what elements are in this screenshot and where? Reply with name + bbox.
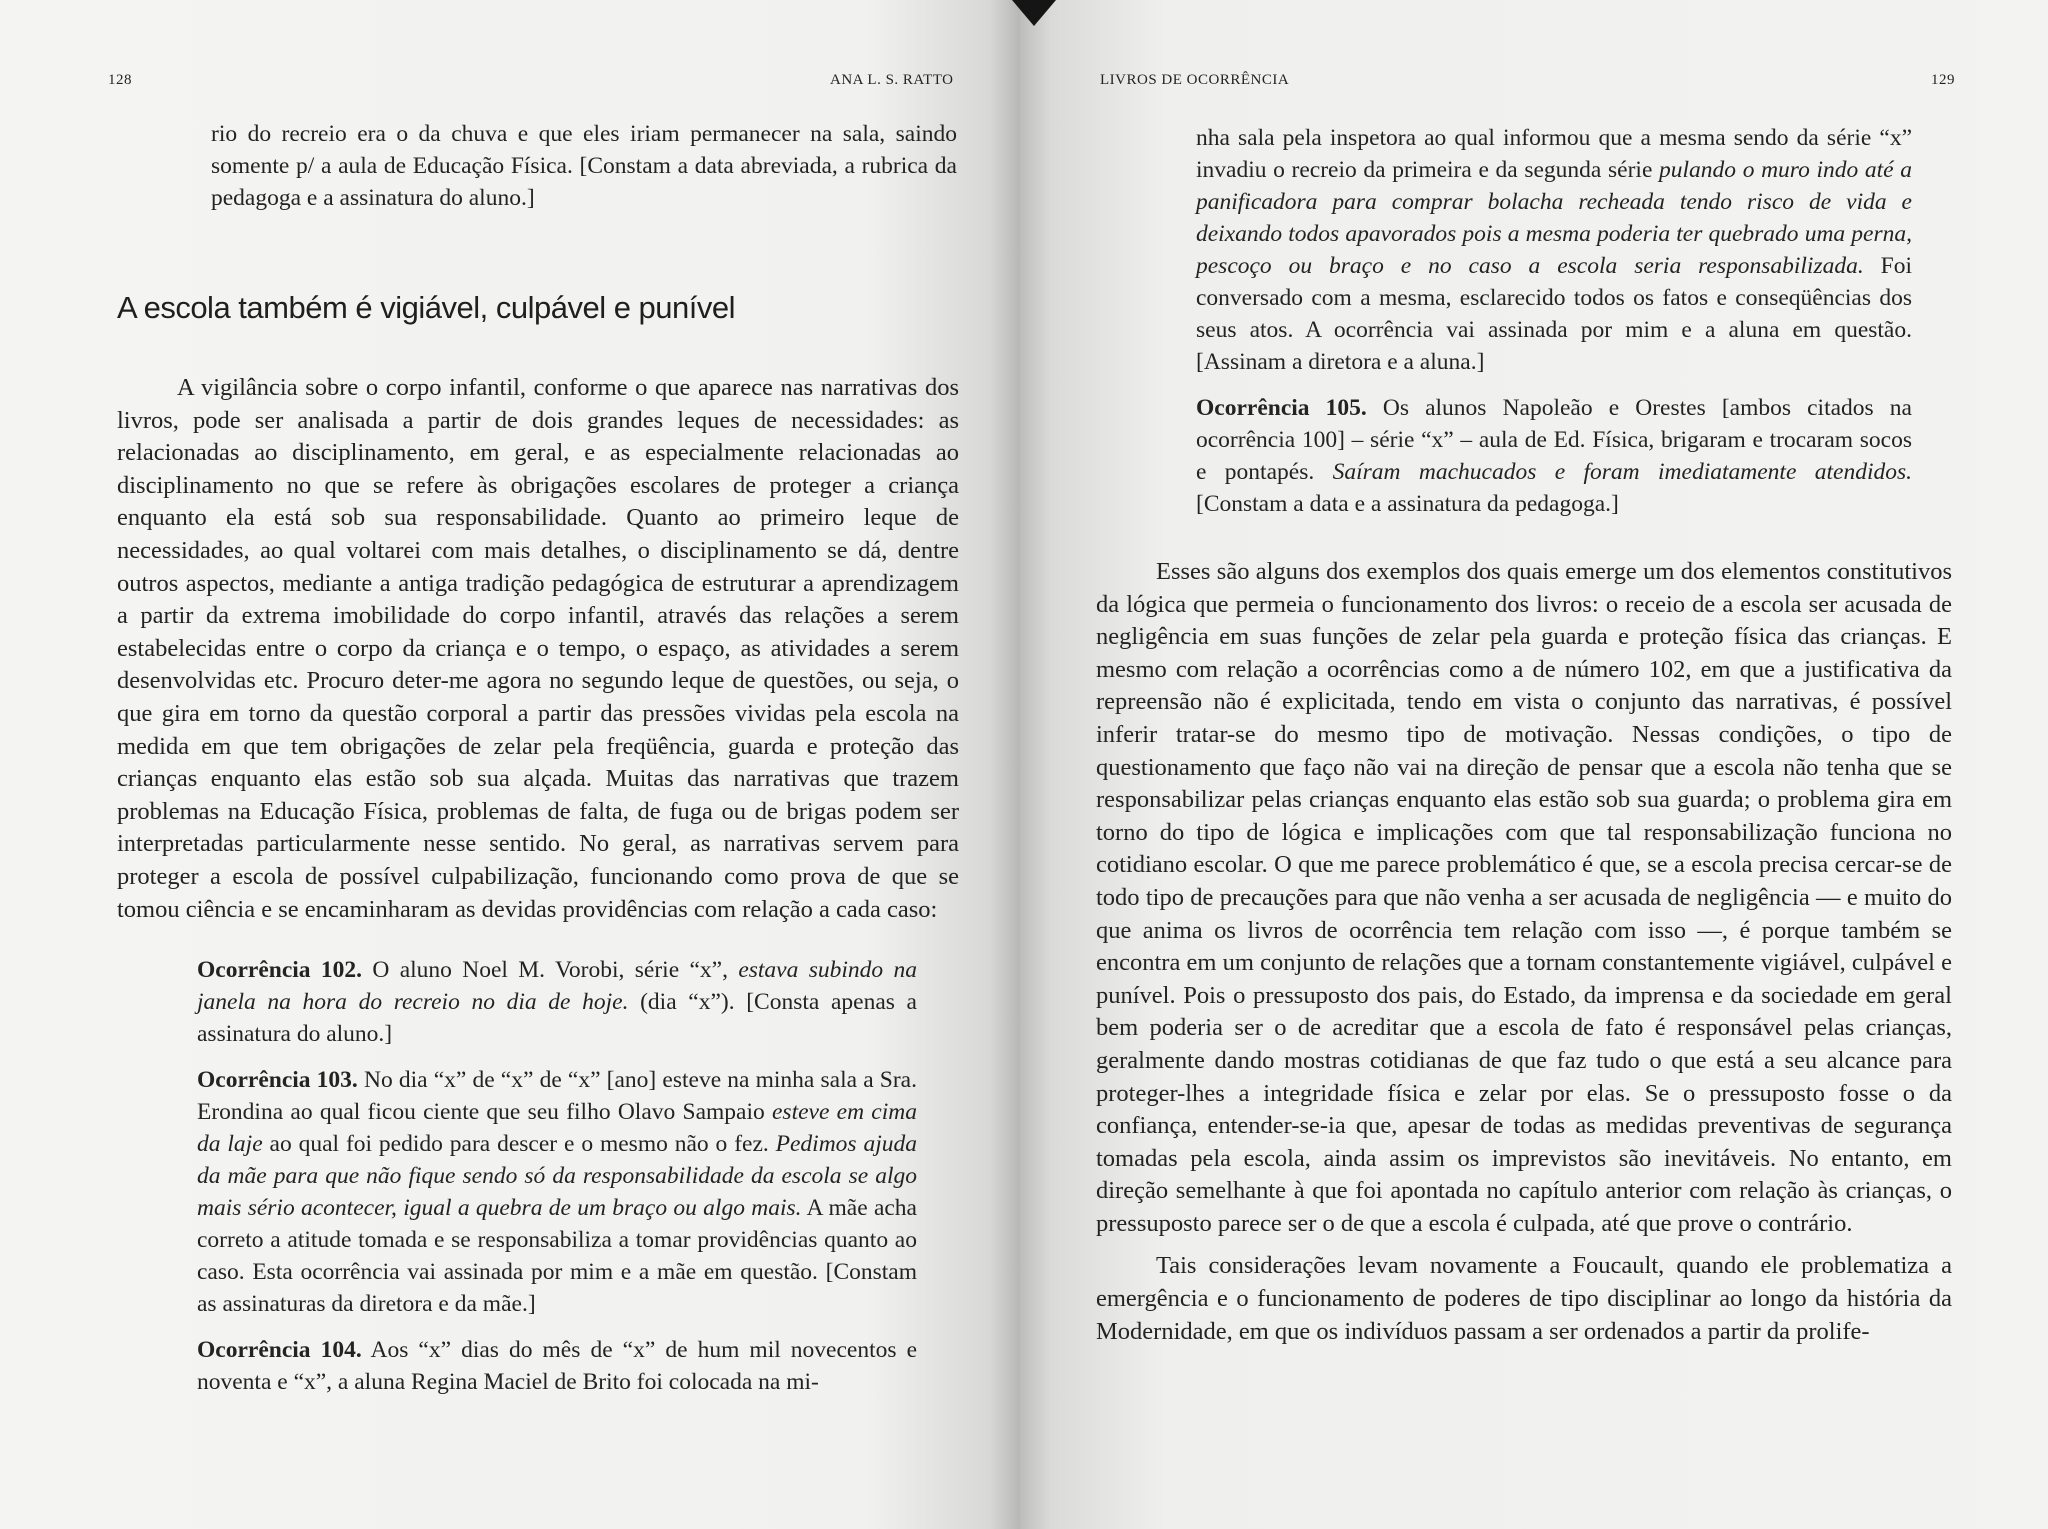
- occurrence-label: Ocorrência 103.: [197, 1067, 358, 1094]
- body-paragraph: Esses são alguns dos exemplos dos quais emerge um dos elementos constitutivos da lógica que permeia o funcionamento dos livros: o receio de a escola ser acusada de negligência em suas funções de zelar pela guarda e proteção física das crianças. E mesmo com relação a ocorrências como a de número 102, em que a justificativa da repreensão não é explicitada, tendo em vista o conjunto das narrativas, é possível inferir tratar-se do mesmo tipo de motivação. Nessas condições, o tipo de questionamento que faço não vai na direção de pensar que a escola não tenha que se responsabilizar pelas crianças enquanto elas estão sob sua guarda; o problema gira em torno do tipo de lógica e implicações com que tal responsabilização funciona no cotidiano escolar. O que me parece problemático é que, se a escola precisa cercar-se de todo tipo de precauções para que não venha a ser acusada de negligência — e muito do que anima os livros de ocorrência tem relação com isso —, é porque também se encontra em um conjunto de relações que a tornam constantemente vigiável, culpável e punível. Pois o pressuposto dos pais, do Estado, da imprensa e da sociedade em geral bem poderia ser o de acreditar que a escola de fato é responsável pelas crianças, geralmente dando mostras cotidianas de que faz tudo o que está a seu alcance para proteger-lhes a integridade física e zelar por elas. Se o pressuposto fosse o da confiança, entender-se-ia que, apesar de todas as medidas preventivas de segurança tomadas pela escola, ainda assim os imprevistos são inevitáveis. No entanto, em direção semelhante à que foi apontada no capítulo anterior com relação às crianças, o pressuposto parece ser o de que a escola é culpada, até que prove o contrário.: [1096, 558, 1952, 1237]
- occurrence-text: No dia “x” de “x” de “x” [ano] esteve na minha sala a Sra. Erondina ao qual ficou ciente que seu filho Olavo Sampaio: [197, 1067, 917, 1126]
- occurrence-italic: esteve em cima da laje: [197, 1099, 917, 1158]
- body-paragraph: A vigilância sobre o corpo infantil, conforme o que aparece nas narrativas dos livros, pode ser analisada a partir de dois grandes leques de necessidades: as relacionadas ao disciplinamento, em geral, e as especialmente relacionadas ao disciplinamento no que se refere às obrigações escolares de proteger a criança enquanto ela está sob sua responsabilidade. Quanto ao primeiro leque de necessidades, ao qual voltarei com mais detalhes, o disciplinamento se dá, dentre outros aspectos, mediante a antiga tradição pedagógica de estruturar a aprendizagem a partir da extrema imobilidade do corpo infantil, através das relações a serem estabelecidas entre o corpo da criança e o tempo, o espaço, as atividades a serem desenvolvidas etc. Procuro deter-me agora no segundo leque de questões, ou seja, o que gira em torno da questão corporal a partir das pressões vividas pela escola na medida em que tem obrigações de zelar pela freqüência, guarda e proteção das crianças enquanto elas estão sob sua alçada. Muitas das narrativas que trazem problemas na Educação Física, problemas de falta, de fuga ou de brigas podem ser interpretadas particularmente nesse sentido. No geral, as narrativas servem para proteger a escola de possível culpabilização, funcionando como prova de que se tomou ciência e se encaminharam as devidas providências com relação a cada caso:: [117, 374, 959, 923]
- occurrence-italic: estava subindo na janela na hora do recreio no dia de hoje.: [197, 957, 917, 1016]
- occurrence-text: A mãe acha correto a atitude tomada e se responsabiliza a tomar providências quanto ao caso. Esta ocorrência vai assinada por mim e a mãe em questão. [Constam as assinaturas da diretora e da mãe.]: [197, 1195, 917, 1318]
- continuation-text: rio do recreio era o da chuva e que eles iriam permanecer na sala, saindo somente p/ a aula de Educação Física. [Constam a data abreviada, a rubrica da pedagoga e a assinatura do aluno.]: [211, 121, 957, 211]
- occurrence-104: [197, 1334, 917, 1398]
- occurrence-text: Aos “x” dias do mês de “x” de hum mil novecentos e noventa e “x”, a aluna Regina Maciel de Brito foi colocada na mi-: [197, 1337, 918, 1396]
- occurrence-label: Ocorrência 102.: [197, 957, 363, 984]
- left-page: [0, 0, 1020, 1529]
- occurrence-104-continued: [1196, 122, 1912, 378]
- occurrence-105: [1196, 392, 1912, 520]
- page-number-right: 129: [1931, 72, 1955, 88]
- occurrence-label: Ocorrência 105.: [1196, 395, 1367, 421]
- occurrence-102: [197, 954, 917, 1050]
- running-head-left: ANA L. S. RATTO: [830, 72, 954, 88]
- right-page: [1020, 0, 2048, 1529]
- body-paragraph: Tais considerações levam novamente a Foucault, quando ele problematiza a emergência e o funcionamento de poderes de tipo disciplinar ao longo da história da Modernidade, em que os indivíduos passam a ser ordenados a partir da prolife-: [1096, 1252, 1952, 1345]
- right-page-body: [1096, 122, 1952, 1348]
- occurrence-label: Ocorrência 104.: [197, 1337, 362, 1364]
- occurrence-text: [Constam a data e a assinatura da pedagoga.]: [1196, 491, 1619, 517]
- occurrence-text: O aluno Noel M. Vorobi, série “x”,: [362, 957, 739, 984]
- occurrence-text: Foi conversado com a mesma, esclarecido todos os fatos e conseqüências dos seus atos. A ocorrência vai assinada por mim e a aluna em questão. [Assinam a diretora e a aluna.]: [1196, 253, 1912, 375]
- occurrence-italic: pulando o muro indo até a panificadora para comprar bolacha recheada tendo risco de vida e deixando todos apavorados pois a mesma poderia ter quebrado uma perna, pescoço ou braço e no caso a escola seria responsabilizada.: [1196, 157, 1912, 279]
- occurrence-text: ao qual foi pedido para descer e o mesmo não o fez.: [262, 1131, 776, 1158]
- running-head-right: LIVROS DE OCORRÊNCIA: [1100, 72, 1290, 88]
- occurrence-text: Os alunos Napoleão e Orestes [ambos citados na ocorrência 100] – série “x” – aula de Ed. Física, brigaram e trocaram socos e pontapés.: [1196, 395, 1912, 485]
- occurrence-103: [197, 1064, 917, 1320]
- spine-marker: [1012, 0, 1056, 26]
- left-page-body: [117, 118, 959, 1398]
- occurrence-italic: Pedimos ajuda da mãe para que não fique sendo só da responsabilidade da escola se algo mais sério acontecer, igual a quebra de um braço ou algo mais.: [197, 1131, 917, 1222]
- section-heading: A escola também é vigiável, culpável e punível: [117, 290, 736, 325]
- occurrence-text: nha sala pela inspetora ao qual informou que a mesma sendo da série “x” invadiu o recreio da primeira e da segunda série: [1196, 125, 1912, 183]
- occurrence-text: (dia “x”). [Consta apenas a assinatura do aluno.]: [197, 989, 917, 1048]
- page-number-left: 128: [108, 72, 132, 88]
- occurrence-italic: Saíram machucados e foram imediatamente atendidos.: [1332, 459, 1913, 485]
